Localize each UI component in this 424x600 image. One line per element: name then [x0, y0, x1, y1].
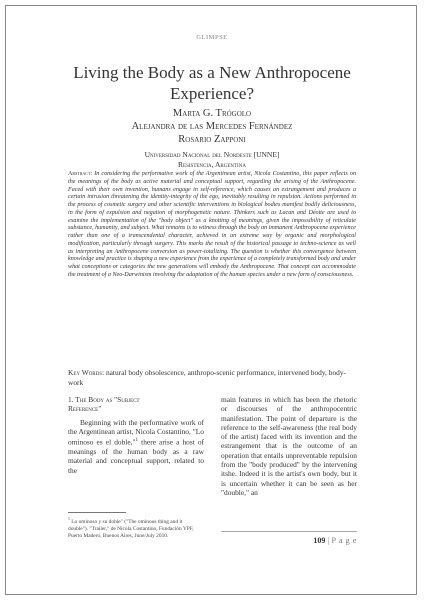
body-paragraph [68, 418, 204, 475]
section-heading-line: 1. The Body as "Subject [68, 395, 140, 404]
page-number [313, 536, 357, 545]
author-name: Rosario Zapponi [178, 134, 246, 145]
keywords-text: natural body obsolescence, anthropo-scenic performance, intervened body, body-work [68, 368, 346, 387]
paper-title: Living the Body as a New Anthropocene Experience? [73, 63, 351, 103]
footnote [68, 516, 200, 540]
footnote-reference[interactable]: 1 [135, 437, 139, 444]
keywords-label: Key Words: [68, 368, 105, 377]
page-number-separator: | [327, 536, 330, 545]
running-head: GLIMPSE [196, 34, 228, 41]
section-heading-line: Reference" [68, 404, 102, 414]
page-number-value: 109 [313, 536, 326, 545]
footnote-marker: 1 [68, 517, 70, 521]
body-text: there arise a host of meanings of the human body as a raw material and conceptual support, related to the [68, 437, 205, 475]
page-number-rule [221, 531, 357, 532]
author-name: Marta G. Trógolo [172, 108, 252, 119]
body-paragraph: main features in which has been the rhetoric or discourses of the anthropocentric manifestation. The point of departure is the reference to the self-awareness (the real body of the artist) faced with its invention and the estrangement that is the outcome of an operation that entails unpreventable repulsion from the "body produced" by the intervening itshe. Indeed it is the artist's own body, but it is uncertain whether it can be seen as her "double," an [221, 395, 357, 497]
footnote-rule [68, 512, 126, 513]
section-heading [68, 395, 204, 414]
page-number-label: P a g e [331, 536, 357, 545]
affiliation [40, 150, 384, 170]
body-column-left [68, 395, 204, 475]
affiliation-institution: Universidad Nacional del Nordeste [UNNE] [144, 150, 280, 159]
abstract-text: In considering the performative work of the Argentinean artist, Nicola Costantino, this paper reflects on the meanings of the body as active material and conceptual support, regarding the arising of the Anthropocene. Faced with their own invention, humans engage in self-reference, which causes an estrangement and produces a certain intrusion threatening the identity-integrity of the ego, inevitably resulting in repulsion. Actions performed in the process of cosmetic surgery and other scientific interventions in biological bodies manifest bodily deliciousness, in the form of expulsion and negation of morphogenetic nature. Thinkers such as Lacan and Déotte are used to examine the implementation of the "body object" as a knotting of meanings, given the impossibility of reticulate substance, humanity, and subject. What remains is to witness through the body an immanent Anthropocene experience rather than one of a transcendental character, achieved in an extreme way by organic and morphological modification, particularly through surgery. This marks the result of the historical passage to techno-science as well as interpreting an Anthropocene conversion as power-totalizing. The question is whether this convergence between knowledge and practice is shaping a new experience from the experience of a completely transformed body and under what conceptions or categories the new generations will embody the Anthropocene. That concept can accommodate the treatment of a Neo-Darwinism involving the adaptation of the human species under a new form of consciousness. [68, 171, 357, 278]
author-list [40, 107, 384, 146]
author-name: Alejandra de las Mercedes Fernández [131, 121, 293, 132]
keywords [68, 368, 356, 387]
footnote-text: Lo ominoso y su doble" ("The ominous thing and it double"). "Trailer," de Nicola Costantino, Fundación YPF, Puerto Madero, Buenos Aires, June/July 2010. [68, 518, 194, 540]
affiliation-city: Resistencia, Argentina [178, 160, 246, 169]
abstract-label: Abstract: [68, 171, 93, 177]
body-text: Beginning with the performative work of the Argentinean artist, Nicola Costantino, "Lo ominoso es el doble," [68, 417, 204, 447]
abstract [68, 171, 356, 280]
body-column-right [221, 395, 357, 497]
